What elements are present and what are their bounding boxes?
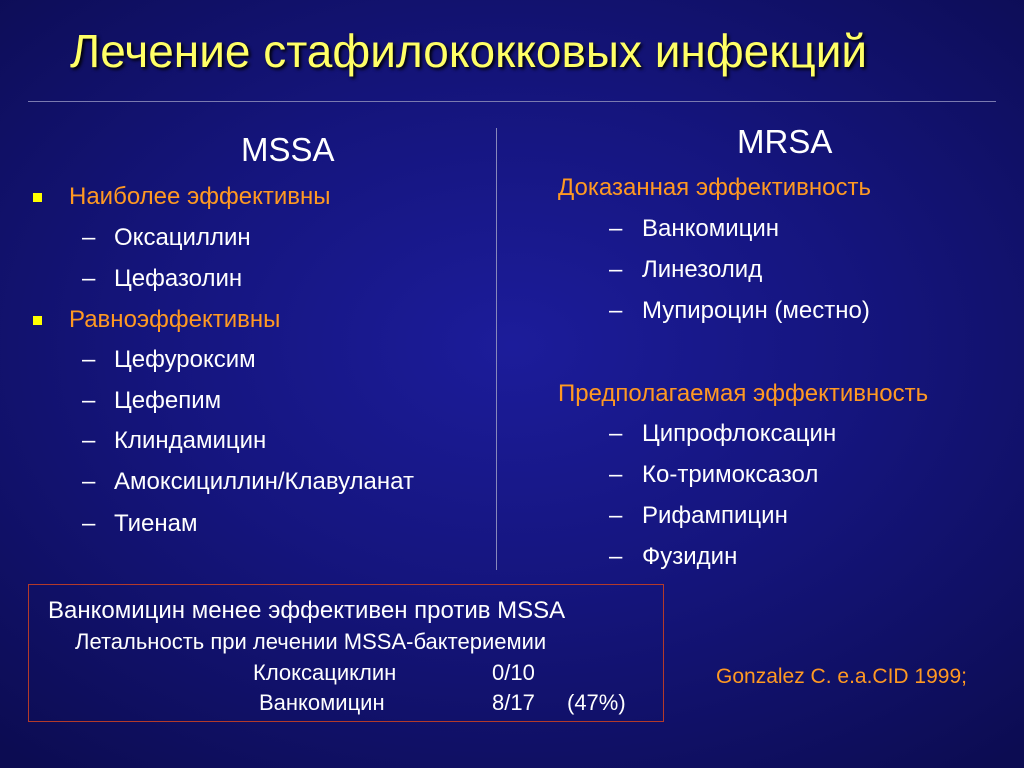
note-ratio: 8/17: [492, 690, 535, 715]
citation: Gonzalez C. e.a.CID 1999;: [716, 665, 967, 688]
mssa-drug-item: Оксациллин: [114, 224, 251, 251]
dash-icon: –: [82, 468, 96, 495]
note-subline: Летальность при лечении MSSA-бактериемии: [75, 629, 547, 654]
mssa-drug-item: Цефепим: [114, 387, 222, 414]
note-ratio: 0/10: [492, 660, 535, 685]
dash-icon: –: [82, 346, 96, 373]
dash-icon: –: [82, 224, 96, 251]
dash-icon: –: [609, 420, 623, 447]
mssa-group-label: Наиболее эффективны: [69, 183, 331, 210]
mrsa-drug-item: Ванкомицин: [642, 215, 780, 242]
title-divider: [28, 101, 996, 102]
dash-icon: –: [82, 510, 96, 537]
column-divider: [496, 128, 497, 570]
mrsa-drug-item: Мупироцин (местно): [642, 297, 870, 324]
mssa-drug-item: Цефазолин: [114, 265, 243, 292]
note-headline: Ванкомицин менее эффективен против MSSA: [48, 597, 566, 624]
mssa-drug-item: Амоксициллин/Клавуланат: [114, 468, 414, 495]
square-bullet-icon: [33, 316, 42, 325]
mortality-note-box: [28, 584, 664, 722]
mrsa-drug-item: Ципрофлоксацин: [642, 420, 837, 447]
dash-icon: –: [82, 427, 96, 454]
dash-icon: –: [609, 297, 623, 324]
mrsa-drug-item: Ко-тримоксазол: [642, 461, 819, 488]
mrsa-group-label: Предполагаемая эффективность: [558, 380, 929, 407]
mrsa-heading: MRSA: [737, 123, 833, 160]
mssa-heading: MSSA: [241, 131, 335, 168]
dash-icon: –: [609, 543, 623, 570]
mrsa-drug-item: Рифампицин: [642, 502, 788, 529]
dash-icon: –: [82, 387, 96, 414]
slide-title: Лечение стафилококковых инфекций: [70, 25, 868, 77]
dash-icon: –: [609, 256, 623, 283]
mssa-group-label: Равноэффективны: [69, 306, 281, 333]
dash-icon: –: [609, 215, 623, 242]
dash-icon: –: [609, 461, 623, 488]
note-drug-name: Ванкомицин: [259, 690, 385, 715]
note-drug-name: Клоксациклин: [253, 660, 397, 685]
mssa-drug-item: Тиенам: [114, 510, 198, 537]
mssa-drug-item: Клиндамицин: [114, 427, 267, 454]
mrsa-group-label: Доказанная эффективность: [558, 174, 871, 201]
dash-icon: –: [609, 502, 623, 529]
note-percent: (47%): [567, 690, 626, 715]
mssa-drug-item: Цефуроксим: [114, 346, 256, 373]
mrsa-drug-item: Фузидин: [642, 543, 738, 570]
dash-icon: –: [82, 265, 96, 292]
square-bullet-icon: [33, 193, 42, 202]
mrsa-drug-item: Линезолид: [642, 256, 763, 283]
